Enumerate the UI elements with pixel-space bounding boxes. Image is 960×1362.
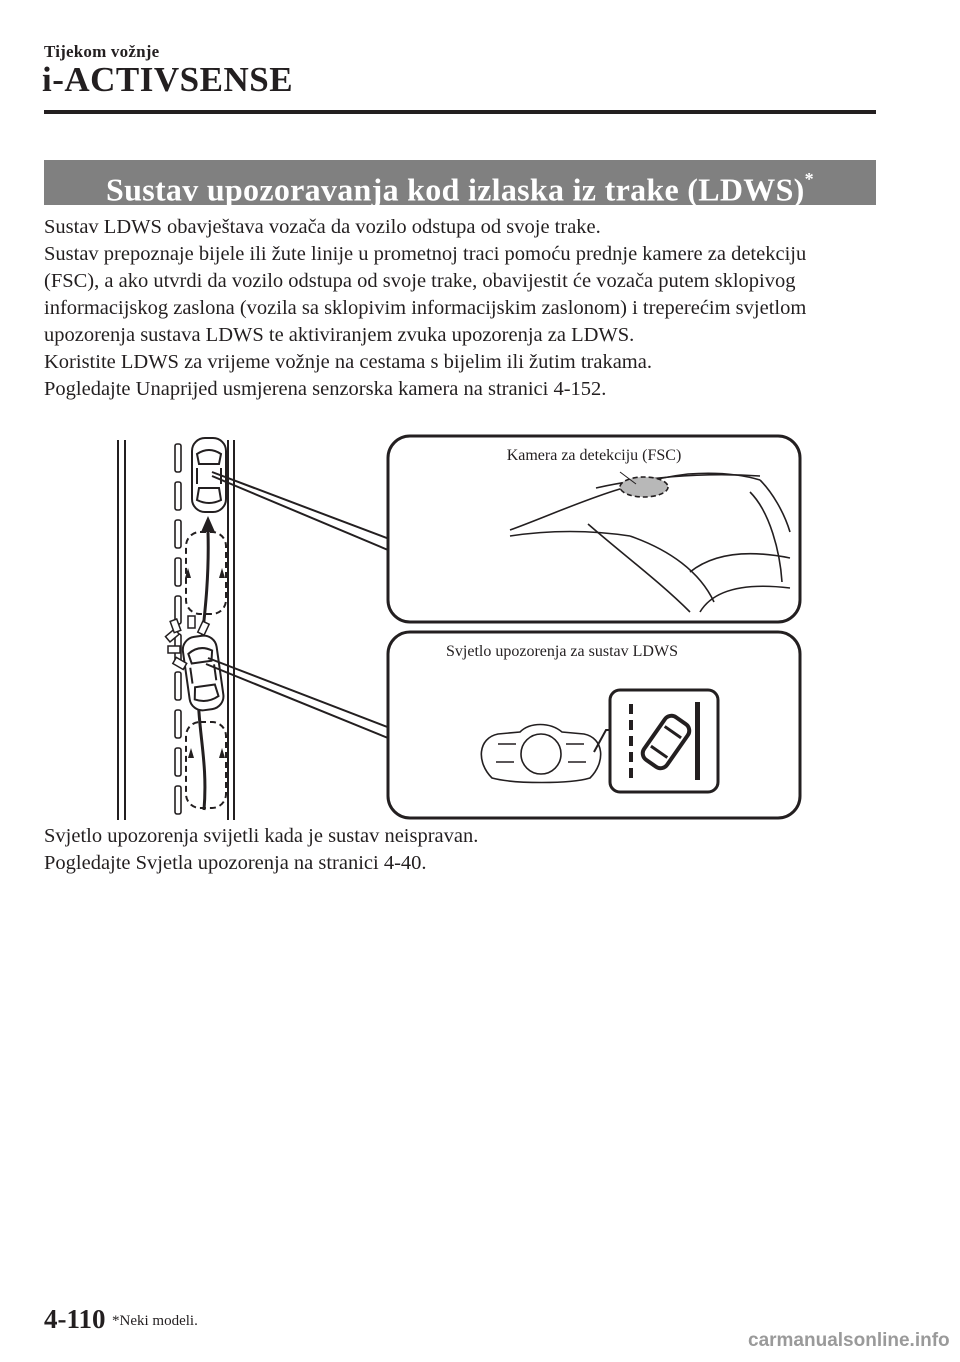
after-paragraph xyxy=(44,823,884,877)
heading-title: Sustav upozoravanja kod izlaska iz trake (LDWS) xyxy=(106,171,805,208)
path-arrow-icon xyxy=(201,516,215,532)
footnote: *Neki modeli. xyxy=(112,1313,198,1329)
camera-label: Kamera za detekciju (FSC) xyxy=(506,447,682,464)
intro-line: Koristite LDWS za vrijeme vožnje na cestama s bijelim ili žutim trakama. xyxy=(44,351,652,373)
watermark: carmanualsonline.info xyxy=(748,1330,950,1351)
header-rule xyxy=(44,110,876,114)
intro-paragraph xyxy=(44,214,884,403)
intro-line: informacijskog zaslona (vozila sa sklopivim informacijskim zaslonom) i treperećim svjetlom xyxy=(44,297,807,319)
intro-line: Pogledajte Unaprijed usmjerena senzorska kamera na stranici 4-152. xyxy=(44,378,607,400)
ldws-illustration xyxy=(100,432,805,822)
heading-asterisk: * xyxy=(804,169,814,189)
breadcrumb: Tijekom vožnje xyxy=(44,42,160,61)
page-heading xyxy=(44,160,876,208)
intro-line: (FSC), a ako utvrdi da vozilo odstupa od svoje trake, obavijestit će vozača putem sklopivog xyxy=(44,270,796,292)
section-title: i-ACTIVSENSE xyxy=(42,60,294,99)
camera-callout xyxy=(388,436,800,622)
intro-line: Sustav prepoznaje bijele ili žute linije u prometnoj traci pomoću prednje kamere za detekciju xyxy=(44,243,807,265)
warning-light-label: Svjetlo upozorenja za sustav LDWS xyxy=(446,643,678,660)
intro-line: upozorenja sustava LDWS te aktiviranjem zvuka upozorenja za LDWS. xyxy=(44,324,635,346)
ldws-indicator-icon xyxy=(610,690,718,792)
intro-line: Sustav LDWS obavještava vozača da vozilo odstupa od svoje trake. xyxy=(44,216,601,238)
car-lower-icon xyxy=(181,634,225,712)
after-line: Svjetlo upozorenja svijetli kada je sustav neispravan. xyxy=(44,825,479,847)
warning-light-callout xyxy=(388,632,800,818)
after-line: Pogledajte Svjetla upozorenja na stranici 4-40. xyxy=(44,852,427,874)
page-number: 4-110 xyxy=(44,1304,106,1334)
fsc-camera-icon xyxy=(620,477,668,497)
